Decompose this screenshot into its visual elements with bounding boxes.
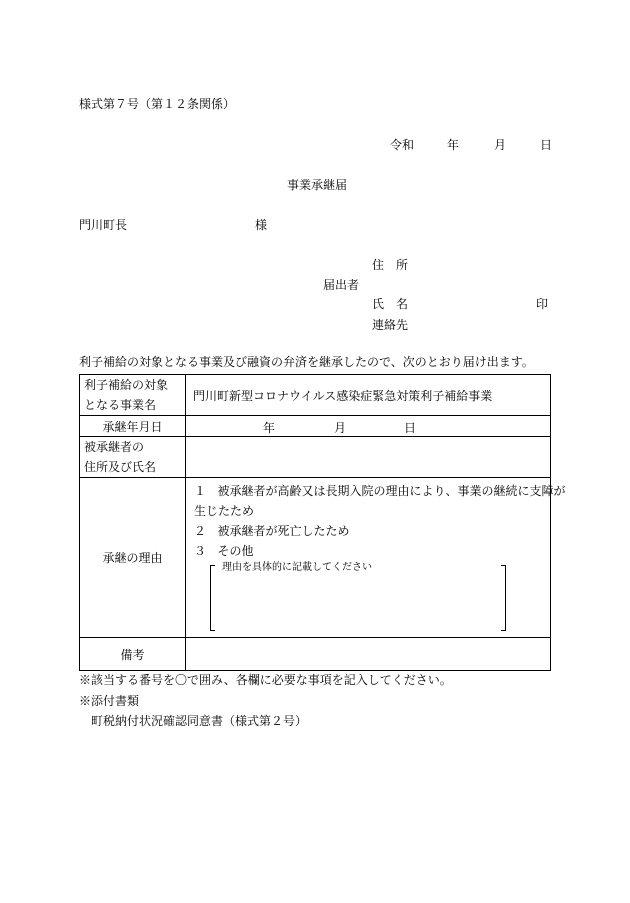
table-row (80, 375, 551, 416)
note-instruction: ※該当する番号を〇で囲み、各欄に必要な事項を記入してください。 (79, 673, 452, 687)
predecessor-field[interactable] (186, 437, 551, 478)
table-row (80, 437, 551, 478)
succession-date-field[interactable] (186, 416, 551, 437)
reason-detail-hint: 理由を具体的に記載してください (222, 562, 372, 573)
reason-detail-box[interactable] (210, 562, 506, 629)
table-row (80, 638, 551, 671)
succession-reason-label: 承継の理由 (80, 478, 186, 638)
attachment-item: 町税納付状況確認同意書（様式第２号） (91, 714, 308, 728)
contact-label: 連絡先 (372, 318, 409, 332)
applicant-label: 届出者 (323, 278, 360, 292)
date-era: 令和 (390, 138, 415, 152)
table-row (80, 416, 551, 437)
predecessor-label: 被承継者の 住所及び氏名 (80, 437, 186, 478)
note-attachments: ※添付書類 (79, 694, 140, 708)
seal-mark: 印 (536, 297, 549, 311)
reason-option-2[interactable]: ２ 被承継者が死亡したため (194, 524, 350, 538)
succession-day: 日 (404, 421, 417, 435)
name-label: 氏 名 (372, 297, 409, 311)
reason-option-1-cont: 生じたため (194, 504, 255, 518)
reason-option-3[interactable]: ３ その他 (194, 544, 254, 558)
remarks-label: 備考 (80, 638, 186, 671)
addressee-name: 門川町長 (79, 218, 128, 232)
remarks-field[interactable] (186, 638, 551, 671)
reason-option-1[interactable]: １ 被承継者が高齢又は長期入院の理由により、事業の継続に支障が (194, 484, 566, 498)
succession-year: 年 (263, 421, 276, 435)
reason-options (194, 481, 565, 561)
document-title: 事業承継届 (287, 178, 348, 192)
succession-month: 月 (334, 421, 347, 435)
date-year: 年 (447, 138, 460, 152)
target-business-value: 門川町新型コロナウイルス感染症緊急対策利子補給事業 (186, 375, 551, 416)
intro-text: 利子補給の対象となる事業及び融資の弁済を継承したので、次のとおり届け出ます。 (79, 355, 534, 369)
date-month: 月 (494, 138, 507, 152)
addressee-honorific: 様 (255, 218, 268, 232)
right-bracket (501, 565, 506, 631)
date-day: 日 (540, 138, 553, 152)
form-number: 様式第７号（第１２条関係） (79, 97, 236, 111)
target-business-label: 利子補給の対象 となる事業名 (80, 375, 186, 416)
address-label: 住 所 (372, 258, 409, 272)
left-bracket (210, 565, 215, 631)
succession-date-label: 承継年月日 (80, 416, 186, 437)
